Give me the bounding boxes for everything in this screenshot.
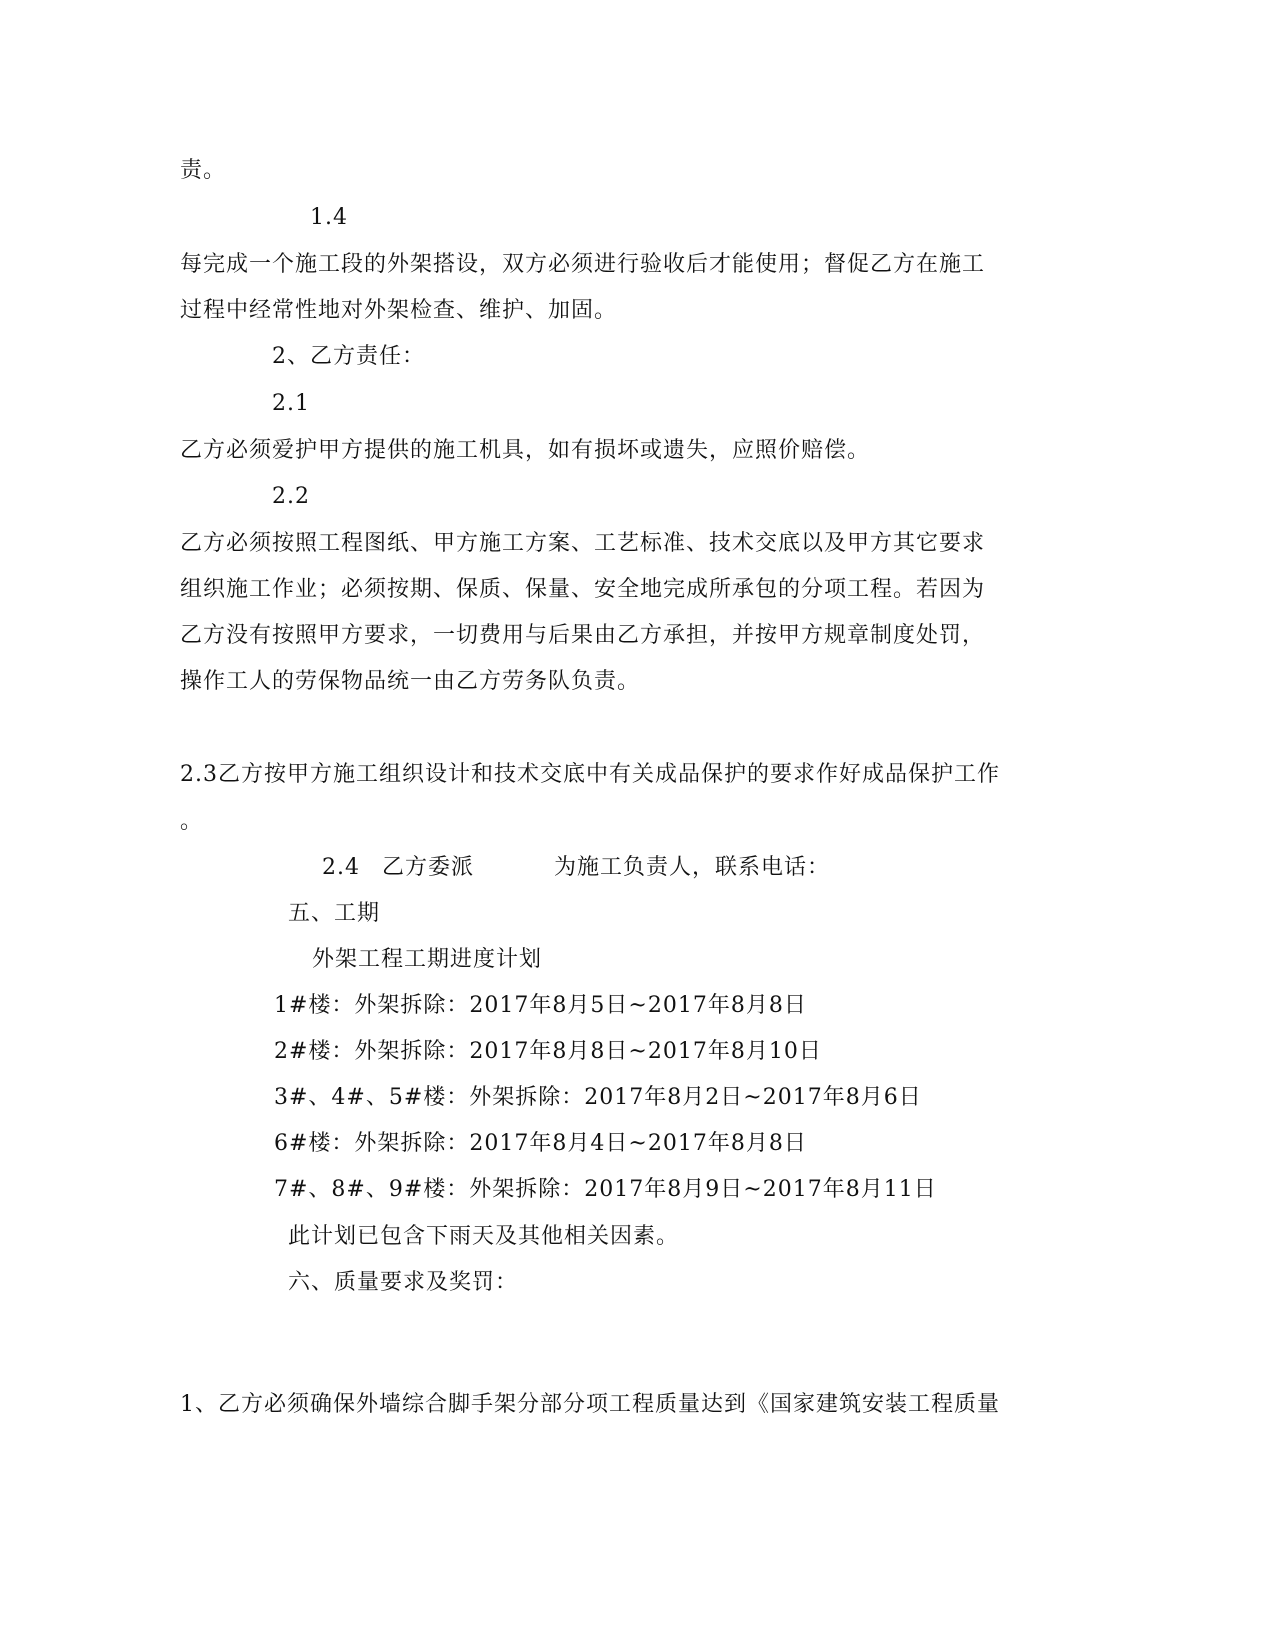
schedule-item: 1#楼：外架拆除：2017年8月5日~2017年8月8日 bbox=[274, 993, 807, 1018]
text-line: 此计划已包含下雨天及其他相关因素。 bbox=[288, 1224, 680, 1249]
schedule-item: 6#楼：外架拆除：2017年8月4日~2017年8月8日 bbox=[274, 1131, 807, 1156]
text-line: 乙方没有按照甲方要求，一切费用与后果由乙方承担，并按甲方规章制度处罚， bbox=[180, 623, 986, 648]
text-line: 责。 bbox=[180, 158, 227, 183]
clause-number: 2.4 bbox=[322, 855, 360, 880]
text-line: 乙方必须按照工程图纸、甲方施工方案、工艺标准、技术交底以及甲方其它要求 bbox=[180, 531, 986, 556]
section-heading: 2、乙方责任： bbox=[272, 344, 425, 369]
text-line: 2.3乙方按甲方施工组织设计和技术交底中有关成品保护的要求作好成品保护工作 bbox=[180, 762, 1000, 787]
text-line: 组织施工作业；必须按期、保质、保量、安全地完成所承包的分项工程。若因为 bbox=[180, 577, 986, 602]
text-line: 。 bbox=[180, 809, 204, 834]
text-line: 每完成一个施工段的外架搭设，双方必须进行验收后才能使用；督促乙方在施工 bbox=[180, 252, 986, 277]
schedule-item: 7#、8#、9#楼：外架拆除：2017年8月9日~2017年8月11日 bbox=[274, 1177, 937, 1202]
text-line: 过程中经常性地对外架检查、维护、加固。 bbox=[180, 298, 618, 323]
clause-2-4 bbox=[322, 853, 830, 883]
clause-text: 乙方委派 bbox=[382, 855, 475, 880]
text-line: 乙方必须爱护甲方提供的施工机具，如有损坏或遗失，应照价赔偿。 bbox=[180, 438, 871, 463]
section-heading: 五、工期 bbox=[288, 901, 381, 926]
schedule-title: 外架工程工期进度计划 bbox=[312, 947, 543, 972]
clause-number: 2.1 bbox=[272, 391, 310, 416]
text-line: 操作工人的劳保物品统一由乙方劳务队负责。 bbox=[180, 669, 641, 694]
text-line: 1、乙方必须确保外墙综合脚手架分部分项工程质量达到《国家建筑安装工程质量 bbox=[180, 1392, 1000, 1417]
schedule-item: 2#楼：外架拆除：2017年8月8日~2017年8月10日 bbox=[274, 1039, 822, 1064]
section-heading: 六、质量要求及奖罚： bbox=[288, 1270, 519, 1295]
clause-number: 2.2 bbox=[272, 484, 310, 509]
clause-number: 1.4 bbox=[310, 205, 348, 230]
schedule-item: 3#、4#、5#楼：外架拆除：2017年8月2日~2017年8月6日 bbox=[274, 1085, 922, 1110]
clause-text: 为施工负责人，联系电话： bbox=[554, 855, 831, 880]
